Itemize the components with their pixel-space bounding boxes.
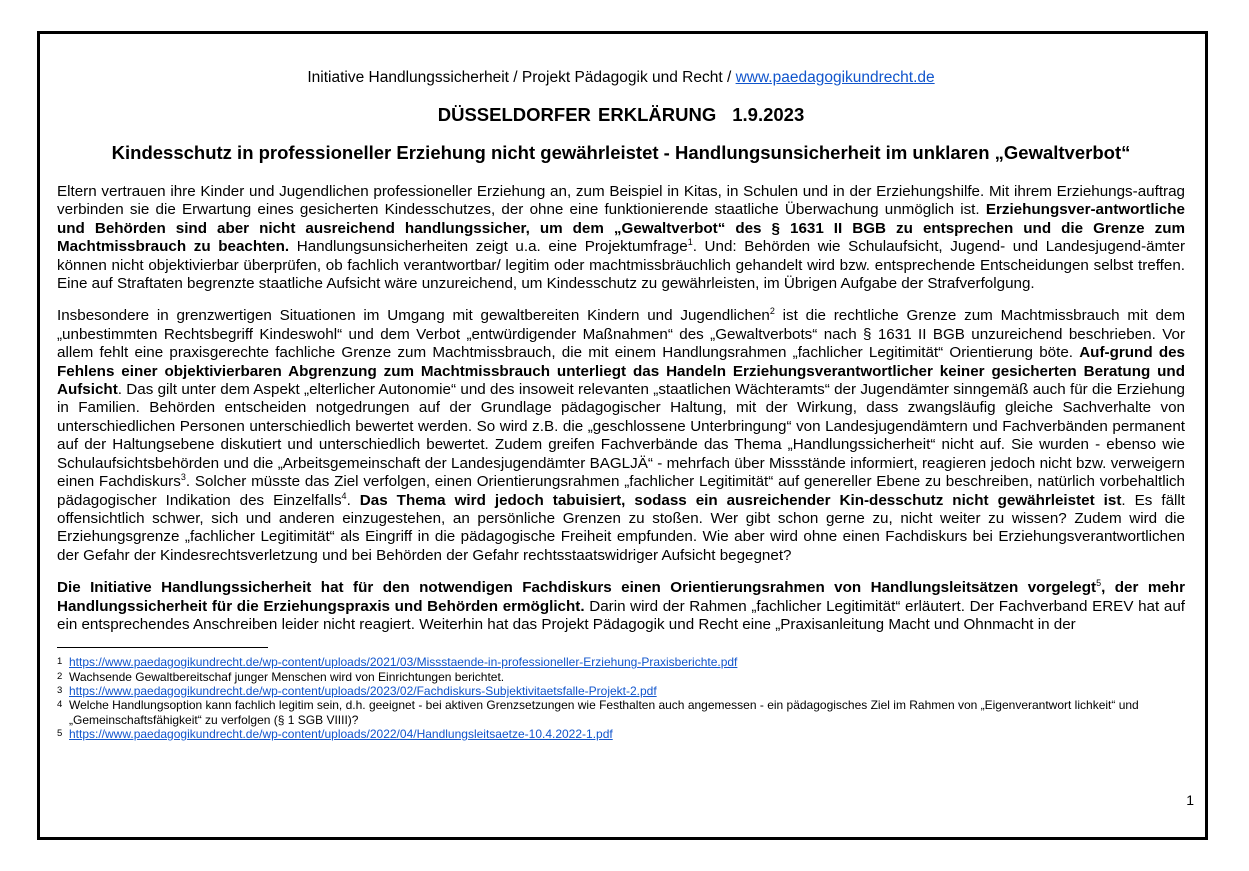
footnote-1 [57,655,1185,669]
footnote-4 [57,698,1185,727]
title-date: 1.9.2023 [732,104,805,125]
header-text: Initiative Handlungssicherheit / Projekt Pädagogik und Recht / [307,69,736,86]
footnote-link[interactable]: https://www.paedagogikundrecht.de/wp-content/uploads/2022/04/Handlungsleitsaetze-10.4.2022-1.pdf [69,726,613,741]
footnote-number: 1 [57,656,63,668]
footnote-link[interactable]: https://www.paedagogikundrecht.de/wp-content/uploads/2023/02/Fachdiskurs-Subjektivitaetsfalle-Projekt-2.pdf [69,683,657,698]
bold-text: Die Initiative Handlungssicherheit hat für den notwendigen Fachdiskurs einen Orientierungsrahmen von Handlungsleitsätzen vorgelegt [57,579,1097,597]
footnote-ref: 3 [180,472,186,483]
footnote-number: 3 [57,684,63,696]
bold-text: Erziehungsver-antwortliche und Behörden sind aber nicht ausreichend handlungssicher, um dem „Gewaltverbot“ des § 1631 II BGB zu entsprechen und die Grenze zum Machtmissbrauch zu beachten. [57,201,1185,256]
text: . Das gilt unter dem Aspekt „elterlicher Autonomie“ und des insoweit relevanten „staatlichen Wächteramts“ der Jugendämter sinngemäß auch für die Erziehung in Familien. Behörden entscheiden notgedrungen auf der Grundlage pädagogischer Haltung, mit der Wirkung, dass zwangsläufig gleiche Sachverhalte von unterschiedlichen Personen unterschiedlich bewertet werden. So wird z.B. die „geschlossene Unterbringung“ von Landesjugendämtern und Fachverbänden permanent auf der Haltungsebene diskutiert und unterschiedlich bewertet. Zudem greifen Fachverbände das Thema „Handlungssicherheit“ nicht auf. Sie wurden - ebenso wie Schulaufsichtsbehörden und die „Arbeitsgemeinschaft der Landesjugendämter BAGLJÄ“ - mehrfach über Missstände informiert, reagieren jedoch nicht bzw. verweigern einen Fachdiskurs [57,381,1185,491]
footnote-ref: 2 [769,306,775,317]
footnote-3 [57,684,1185,698]
title-main: DÜSSELDORFER ERKLÄRUNG [437,104,717,125]
page-frame [37,31,1208,840]
document-title [57,104,1185,126]
header-line [57,69,1185,87]
text: Eltern vertrauen ihre Kinder und Jugendlichen professioneller Erziehung an, zum Beispiel in Kitas, in Schulen und in der Erziehungshilfe. Mit ihrem Erziehungs-auftrag verbinden sie die Erwartung eines gesicherten Kindesschutzes, der ohne eine funktionierende staatliche Überwachung unmöglich ist. [57,183,1185,219]
footnote-text: Welche Handlungsoption kann fachlich legitim sein, d.h. geeignet - bei aktiven Grenzsetzungen wie Festhalten auch angemessen - ein pädagogisches Ziel im Rahmen von „Eigenverantwort lichkeit“ und „Gemeinschaftsfähigkeit“ zu verfolgen (§ 1 SGB VIIII)? [69,698,1139,727]
footnotes [57,655,1185,741]
bold-text: , der mehr Handlungssicherheit für die Erziehungspraxis und Behörden ermöglicht. [57,579,1185,615]
header-link[interactable]: www.paedagogikundrecht.de [735,69,935,86]
footnote-number: 5 [57,727,63,739]
text: . Und: Behörden wie Schulaufsicht, Jugend- und Landesjugend-ämter können nicht objektivierbar überprüfen, ob fachlich verantwortbar/ legitim oder machtmissbräuchlich gehandelt wird bzw. entsprechende Entscheidungen selbst treffen. Eine auf Straftaten begrenzte staatliche Aufsicht wäre unzureichend, um Kindesschutz zu gewährleisten, im Übrigen Aufgabe der Strafverfolgung. [57,238,1186,293]
paragraph-3 [57,579,1185,634]
bold-text: Das Thema wird jedoch tabuisiert, sodass ein ausreichender Kin-desschutz nicht gewährleistet ist [359,491,1122,509]
footnote-ref: 4 [341,490,347,501]
footnote-link[interactable]: https://www.paedagogikundrecht.de/wp-content/uploads/2021/03/Missstaende-in-professioneller-Erziehung-Praxisberichte.pdf [69,655,738,670]
text: . Solcher müsste das Ziel verfolgen, einen Orientierungsrahmen „fachlicher Legitimität“ auf genereller Ebene zu beschreiben, natürlich vorbehaltlich pädagogischer Indikation des Einzelfalls [57,473,1185,509]
page-content [57,34,1185,741]
footnote-number: 4 [57,699,63,711]
text: Darin wird der Rahmen „fachlicher Legitimität“ erläutert. Der Fachverband EREV hat auf ein entsprechendes Anschreiben leider nicht reagiert. Weiterhin hat das Projekt Pädagogik und Recht eine „Praxisanleitung Macht und Ohnmacht in der [57,597,1185,633]
text: . Es fällt offensichtlich schwer, sich und anderen einzugestehen, an persönliche Grenzen zu stoßen. Wer gibt schon gerne zu, nicht weiter zu wissen? Zudem wird die Erziehungsgrenze „fachlicher Legitimität“ als Eingriff in die pädagogische Freiheit empfunden. Wie aber wird ohne einen Fachdiskurs bei Erziehungsverantwortlichen der Gefahr der Kindesrechtsverletzung und bei Behörden der Gefahr rechtsstaatswidriger Aufsicht begegnet? [57,491,1185,564]
page-number: 1 [1186,792,1194,808]
footnote-2 [57,670,1185,684]
text: Handlungsunsicherheiten zeigt u.a. eine Projektumfrage [289,238,688,256]
paragraph-2 [57,307,1185,565]
text: Insbesondere in grenzwertigen Situationen im Umgang mit gewaltbereiten Kindern und Jugendlichen [57,307,770,325]
text: . [346,491,360,509]
document-subtitle: Kindesschutz in professioneller Erziehung nicht gewährleistet - Handlungsunsicherheit im unklaren „Gewaltverbot“ [111,142,1131,163]
footnote-ref: 5 [1096,578,1102,589]
footnote-number: 2 [57,670,63,682]
footnote-text: Wachsende Gewaltbereitschaf junger Menschen wird von Einrichtungen berichtet. [69,669,505,684]
footnote-separator [57,647,268,648]
footnote-ref: 1 [687,237,693,248]
bold-text: Auf-grund des Fehlens einer objektivierbaren Abgrenzung zum Machtmissbrauch unterliegt das Handeln Erziehungsverantwortlicher keiner gesicherten Beratung und Aufsicht [57,344,1185,399]
text: ist die rechtliche Grenze zum Machtmissbrauch mit dem „unbestimmten Rechtsbegriff Kindeswohl“ und dem Verbot „entwürdigender Maßnahmen“ des „Gewaltverbots“ nach § 1631 II BGB unzureichend beschrieben. Vor allem fehlt eine praxisgerechte fachliche Grenze zum Machtmissbrauch, die mit einem Handlungsrahmen „fachlicher Legitimität“ Orientierung böte. [57,307,1185,362]
paragraph-1 [57,183,1185,293]
footnote-5 [57,727,1185,741]
